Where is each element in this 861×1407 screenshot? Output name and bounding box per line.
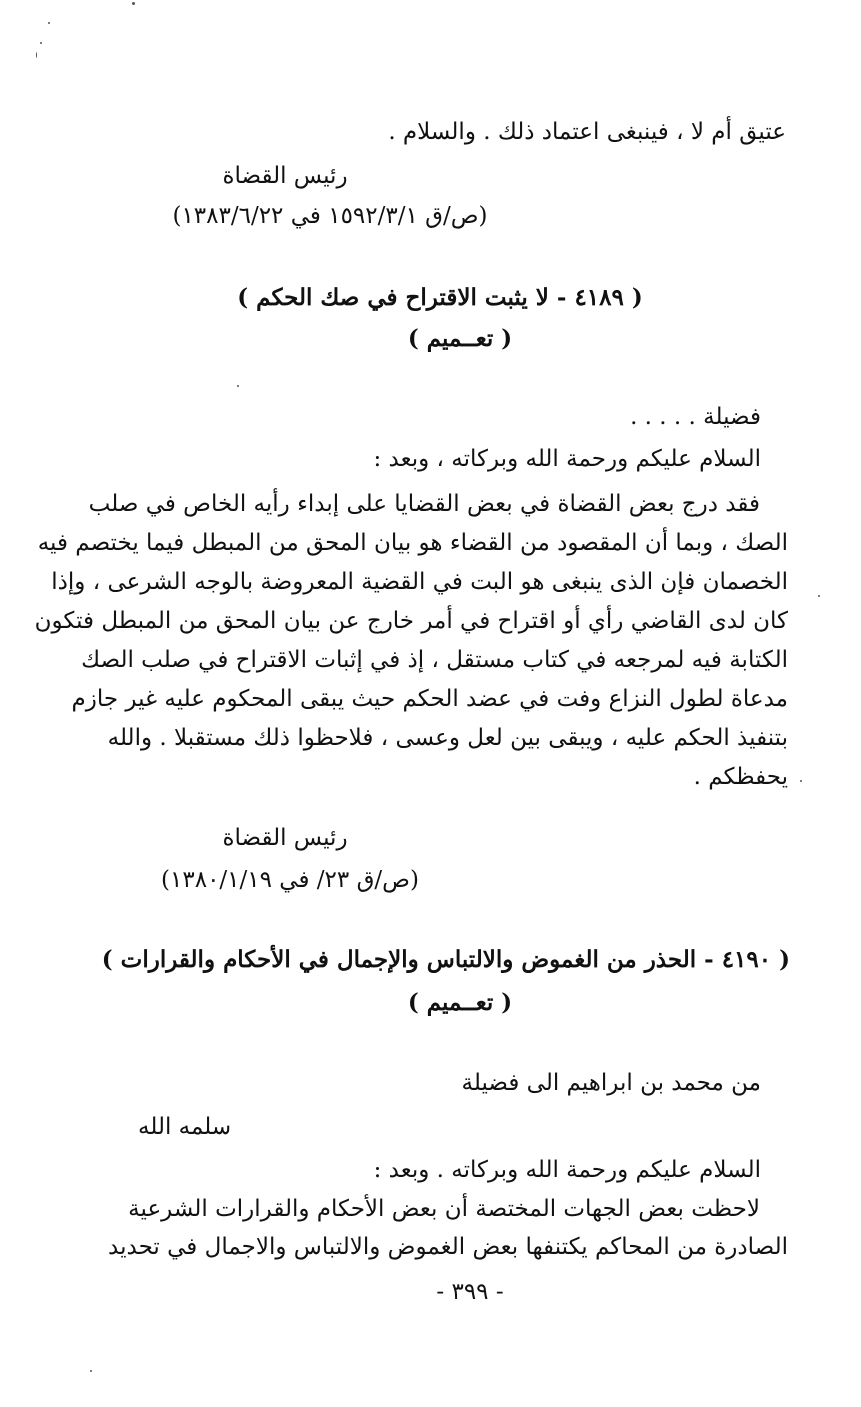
scan-speck (800, 780, 802, 782)
body-line: بتنفيذ الحكم عليه ، ويبقى بين لعل وعسى ، فلاحظوا ذلك مستقبلا . والله (107, 725, 788, 751)
scan-speck (132, 2, 135, 5)
section-subheading: ( تعــميم ) (407, 989, 513, 1016)
reference-number: (ص/ق ٢٣/ في ١٣٨٠/١/١٩) (161, 867, 419, 893)
scan-speck (90, 1370, 92, 1372)
scan-speck (48, 22, 50, 24)
greeting: السلام عليكم ورحمة الله وبركاته . وبعد : (373, 1157, 761, 1183)
blessing-line: سلمه الله (138, 1114, 232, 1140)
body-line: الصادرة من المحاكم يكتنفها بعض الغموض والالتباس والاجمال في تحديد (108, 1234, 788, 1260)
body-line: الصك ، وبما أن المقصود من القضاء هو بيان المحق من المبطل فيما يختصم فيه (37, 530, 788, 556)
body-line: كان لدى القاضي رأي أو اقتراح في أمر خارج عن بيان المحق من المبطل فتكون (34, 608, 788, 634)
signature-title: رئيس القضاة (222, 825, 348, 851)
signature-title: رئيس القضاة (222, 163, 348, 189)
body-line-last: يحفظكم . (693, 764, 788, 790)
scan-speck (237, 385, 239, 387)
sender-line: من محمد بن ابراهيم الى فضيلة (461, 1070, 761, 1096)
page-number: - ٣٩٩ - (436, 1279, 504, 1305)
salutation: فضيلة . . . . . (630, 404, 761, 430)
section-heading: ( ٤١٨٩ - لا يثبت الاقتراح في صك الحكم ) (237, 284, 643, 311)
closing-line: عتيق أم لا ، فينبغى اعتماد ذلك . والسلام . (388, 119, 786, 145)
scan-speck (36, 52, 37, 58)
body-line: فقد درج بعض القضاة في بعض القضايا على إبداء رأيه الخاص في صلب (88, 491, 760, 517)
reference-number: (ص/ق ١٥٩٢/٣/١ في ١٣٨٣/٦/٢٢) (172, 203, 488, 229)
scan-speck (818, 595, 820, 597)
body-line: مدعاة لطول النزاع وفت في عضد الحكم حيث يبقى المحكوم عليه غير جازم (71, 686, 788, 712)
body-line: الكتابة فيه لمرجعه في كتاب مستقل ، إذ في إثبات الاقتراح في صلب الصك (81, 647, 788, 673)
scan-speck (40, 42, 42, 44)
greeting: السلام عليكم ورحمة الله وبركاته ، وبعد : (373, 446, 761, 472)
section-heading: ( ٤١٩٠ - الحذر من الغموض والالتباس والإجمال في الأحكام والقرارات ) (101, 946, 790, 973)
body-line: لاحظت بعض الجهات المختصة أن بعض الأحكام والقرارات الشرعية (128, 1196, 760, 1222)
body-line: الخصمان فإن الذى ينبغى هو البت في القضية المعروضة بالوجه الشرعى ، وإذا (51, 569, 788, 595)
section-subheading: ( تعــميم ) (407, 325, 513, 352)
